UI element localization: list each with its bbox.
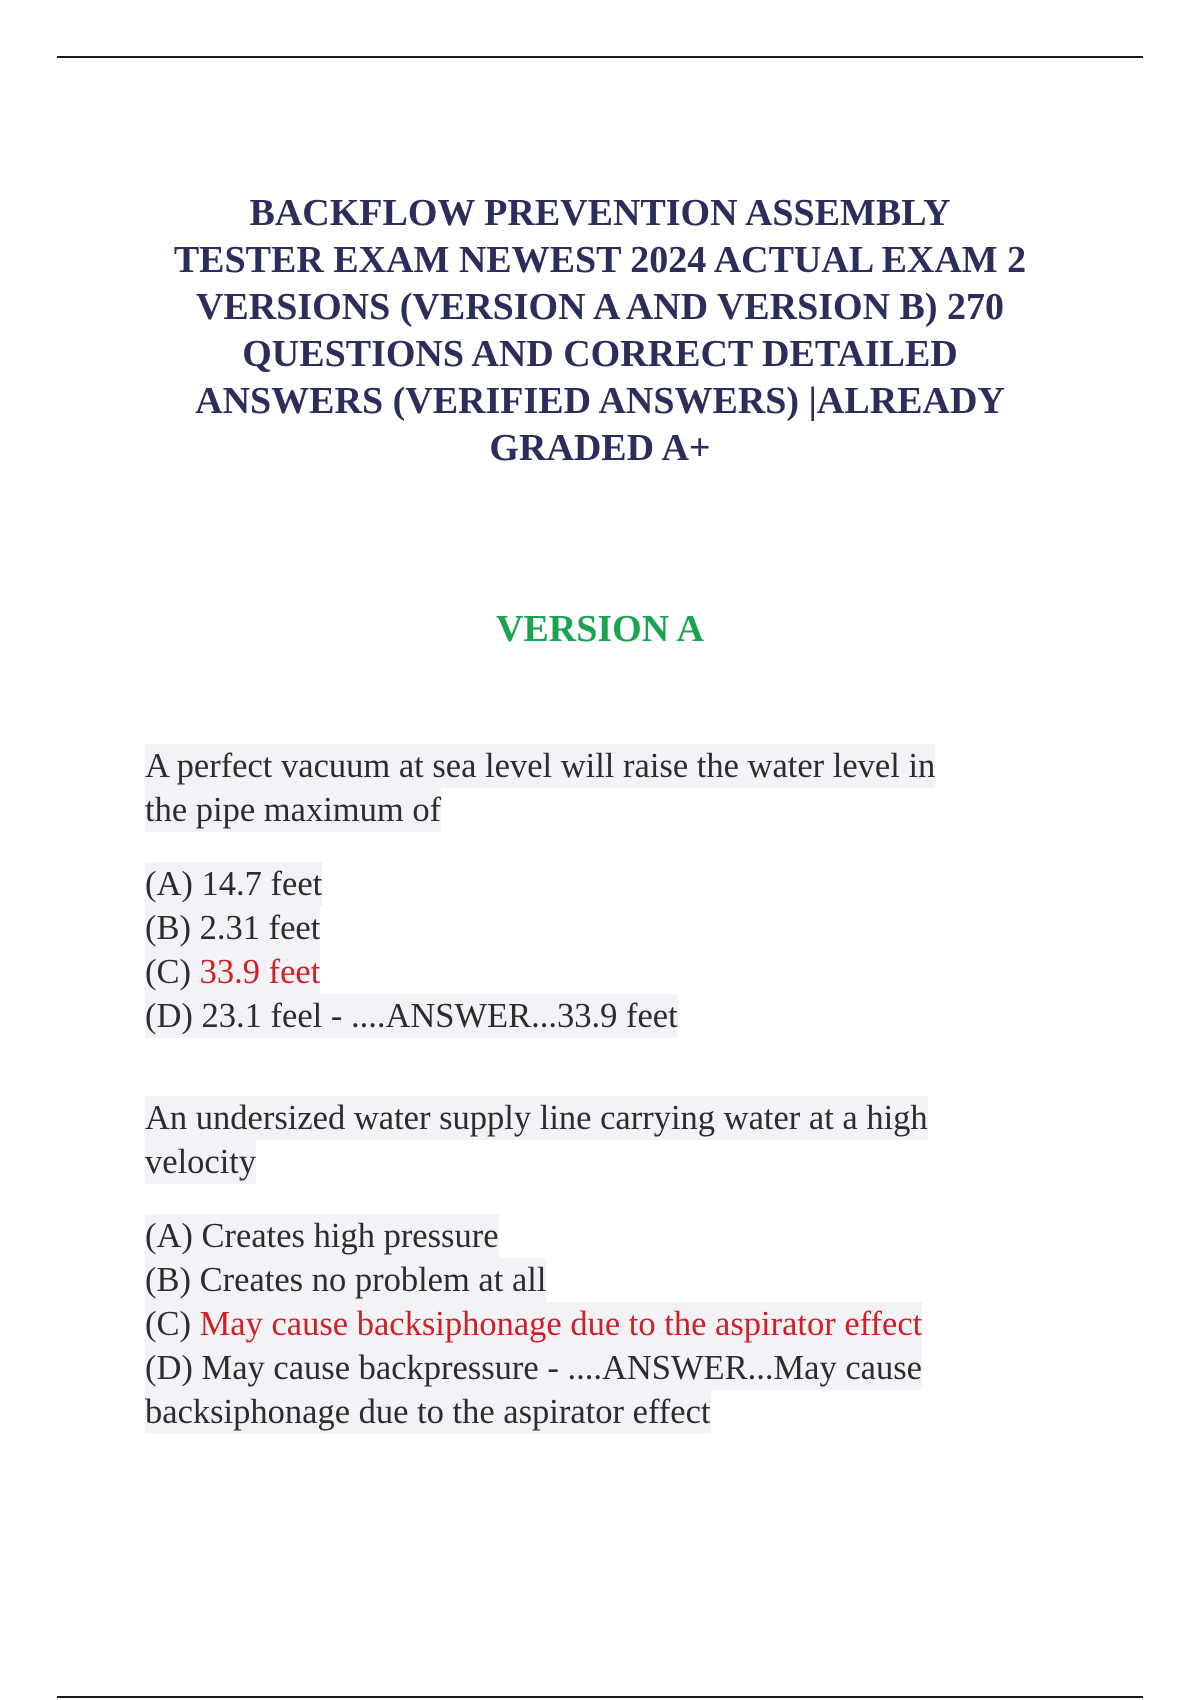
title-line: TESTER EXAM NEWEST 2024 ACTUAL EXAM 2	[173, 239, 1027, 281]
question-stem-line: the pipe maximum of	[145, 788, 1065, 832]
answer-option: (D) May cause backpressure - ....ANSWER...May cause	[145, 1346, 1065, 1390]
version-heading: VERSION A	[496, 608, 704, 650]
title-line: QUESTIONS AND CORRECT DETAILED	[242, 333, 958, 375]
answer-option: (A) Creates high pressure	[145, 1214, 1065, 1258]
question-block-2	[145, 1096, 1065, 1434]
bottom-rule	[57, 1696, 1143, 1698]
question-block-1	[145, 744, 1065, 1038]
document-title	[140, 190, 1060, 472]
answer-option: (A) 14.7 feet	[145, 862, 1065, 906]
question-stem-line: velocity	[145, 1140, 1065, 1184]
title-line: VERSIONS (VERSION A AND VERSION B) 270	[195, 286, 1005, 328]
title-line: BACKFLOW PREVENTION ASSEMBLY	[249, 192, 951, 234]
title-line: ANSWERS (VERIFIED ANSWERS) |ALREADY	[195, 380, 1005, 422]
question-stem-line: An undersized water supply line carrying water at a high	[145, 1096, 1065, 1140]
correct-answer-text: 33.9 feet	[199, 953, 321, 991]
answer-option: (B) Creates no problem at all	[145, 1258, 1065, 1302]
answer-option-continuation: backsiphonage due to the aspirator effect	[145, 1390, 1065, 1434]
answer-option-correct: (C) 33.9 feet	[145, 950, 1065, 994]
answer-option-correct: (C) May cause backsiphonage due to the aspirator effect	[145, 1302, 1065, 1346]
correct-answer-text: May cause backsiphonage due to the aspirator effect	[199, 1305, 923, 1343]
question-stem-line: A perfect vacuum at sea level will raise the water level in	[145, 744, 1065, 788]
answer-option: (B) 2.31 feet	[145, 906, 1065, 950]
title-line: GRADED A+	[489, 427, 711, 469]
answer-option: (D) 23.1 feel - ....ANSWER...33.9 feet	[145, 994, 1065, 1038]
top-rule	[57, 56, 1143, 58]
